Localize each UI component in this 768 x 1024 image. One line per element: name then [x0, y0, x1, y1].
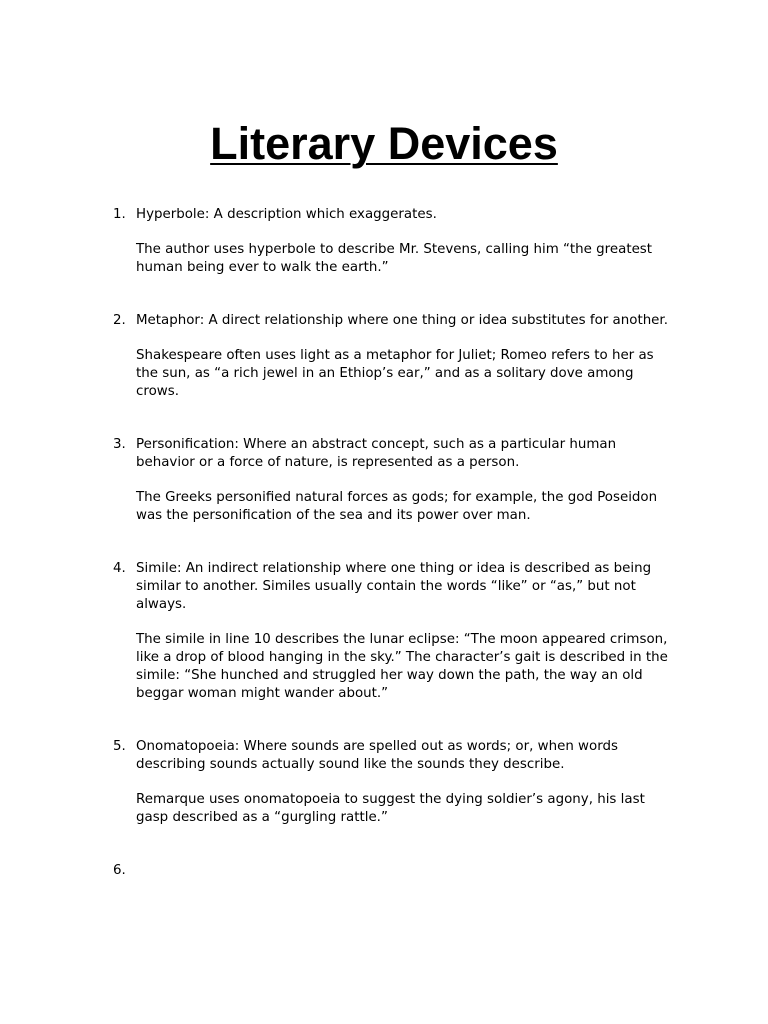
item-definition: Hyperbole: A description which exaggerates.: [136, 207, 437, 222]
item-number: 5.: [113, 739, 126, 754]
item-definition: Personification: Where an abstract concept, such as a particular human behavior or a force of nature, is represented as a person.: [136, 437, 617, 470]
item-definition: Simile: An indirect relationship where one thing or idea is described as being similar to another. Similes usually contain the words “like” or “as,” but not always.: [136, 561, 652, 612]
item-example: The Greeks personified natural forces as gods; for example, the god Poseidon was the personification of the sea and its power over man.: [136, 490, 658, 523]
item-number: 4.: [113, 561, 126, 576]
item-number: 6.: [113, 863, 126, 878]
list-item: [0, 312, 676, 401]
item-example: The author uses hyperbole to describe Mr. Stevens, calling him “the greatest human being ever to walk the earth.”: [136, 242, 653, 275]
literary-devices-list: [0, 206, 768, 878]
list-item: [0, 560, 676, 703]
item-number: 3.: [113, 437, 126, 452]
list-item: [0, 436, 676, 525]
page-title: Literary Devices: [210, 118, 558, 169]
item-definition: Onomatopoeia: Where sounds are spelled out as words; or, when words describing sounds actually sound like the sounds they describe.: [136, 739, 618, 772]
item-number: 2.: [113, 313, 126, 328]
list-item: [0, 738, 676, 827]
item-example: Remarque uses onomatopoeia to suggest the dying soldier’s agony, his last gasp described as a “gurgling rattle.”: [136, 792, 645, 825]
list-item: [0, 206, 676, 277]
item-definition: Metaphor: A direct relationship where one thing or idea substitutes for another.: [136, 313, 668, 328]
item-example: The simile in line 10 describes the lunar eclipse: “The moon appeared crimson, like a drop of blood hanging in the sky.” The character’s gait is described in the simile: “She hunched and struggled her way down the path, the way an old beggar woman might wander about.”: [136, 632, 668, 701]
item-number: 1.: [113, 207, 126, 222]
item-example: Shakespeare often uses light as a metaphor for Juliet; Romeo refers to her as the sun, as “a rich jewel in an Ethiop’s ear,” and as a solitary dove among crows.: [136, 348, 654, 399]
